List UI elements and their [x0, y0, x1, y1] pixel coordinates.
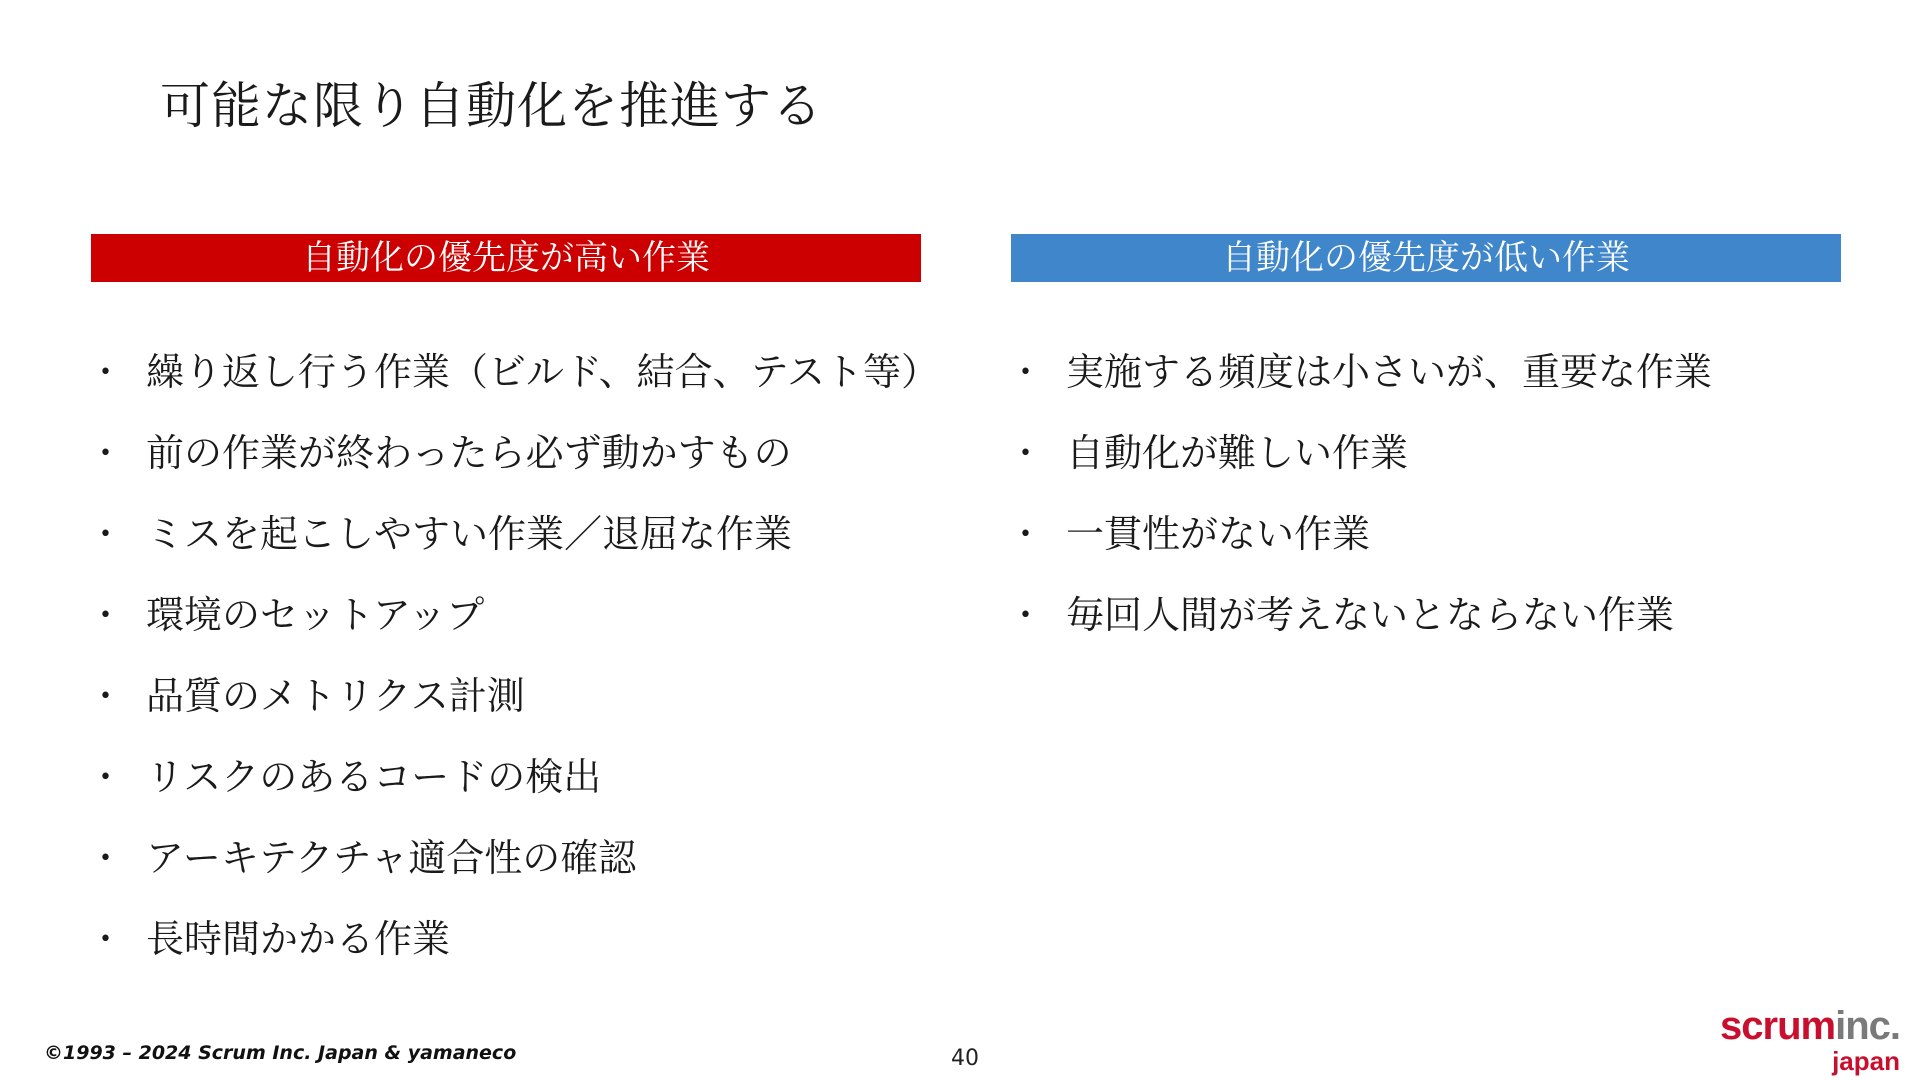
bullet-icon: • — [99, 927, 112, 952]
scrum-inc-japan-logo — [1700, 1004, 1900, 1074]
bullet-icon: • — [1019, 360, 1032, 385]
bullet-icon: • — [99, 846, 112, 871]
high-priority-header: 自動化の優先度が高い作業 — [91, 234, 921, 282]
list-item-text: ミスを起こしやすい作業／退屈な作業 — [146, 512, 793, 556]
bullet-icon: • — [99, 684, 112, 709]
bullet-icon: • — [99, 522, 112, 547]
list-item-text: 前の作業が終わったら必ず動かすもの — [146, 431, 792, 475]
logo-inc-text: inc. — [1835, 1004, 1900, 1048]
list-item — [91, 332, 940, 413]
list-item-text: 一貫性がない作業 — [1066, 512, 1371, 556]
list-item-text: 自動化が難しい作業 — [1066, 431, 1409, 475]
list-item — [1011, 575, 1841, 656]
low-priority-column — [1011, 234, 1841, 656]
list-item — [91, 413, 921, 494]
list-item-text: 品質のメトリクス計測 — [146, 674, 525, 718]
bullet-icon: • — [1019, 441, 1032, 466]
page-number: 40 — [951, 1046, 979, 1071]
list-item-text: アーキテクチャ適合性の確認 — [146, 836, 637, 880]
low-priority-header: 自動化の優先度が低い作業 — [1011, 234, 1841, 282]
list-item — [1011, 332, 1841, 413]
high-priority-list — [91, 332, 940, 980]
bullet-icon: • — [1019, 603, 1032, 628]
logo-japan-text: japan — [1832, 1046, 1900, 1076]
page-title: 可能な限り自動化を推進する — [160, 77, 823, 135]
list-item-text: 長時間かかる作業 — [146, 917, 451, 961]
list-item — [1011, 413, 1841, 494]
list-item — [91, 575, 921, 656]
list-item — [91, 737, 921, 818]
copyright-text: ©1993 – 2024 Scrum Inc. Japan & yamaneco — [44, 1042, 517, 1064]
logo-wordmark — [1720, 1004, 1900, 1049]
list-item-text: 環境のセットアップ — [146, 593, 485, 637]
logo-scrum-text: scrum — [1720, 1004, 1836, 1048]
list-item — [1011, 494, 1841, 575]
list-item-text: 実施する頻度は小さいが、重要な作業 — [1066, 350, 1713, 394]
bullet-icon: • — [99, 765, 112, 790]
list-item — [91, 899, 921, 980]
list-item-text: 繰り返し行う作業（ビルド、結合、テスト等） — [146, 350, 940, 394]
list-item — [91, 818, 921, 899]
list-item — [91, 656, 921, 737]
high-priority-column — [91, 234, 940, 980]
bullet-icon: • — [99, 441, 112, 466]
list-item — [91, 494, 921, 575]
list-item-text: リスクのあるコードの検出 — [146, 755, 602, 799]
bullet-icon: • — [99, 603, 112, 628]
low-priority-list — [1011, 332, 1841, 656]
list-item-text: 毎回人間が考えないとならない作業 — [1066, 593, 1675, 637]
bullet-icon: • — [1019, 522, 1032, 547]
bullet-icon: • — [99, 360, 112, 385]
